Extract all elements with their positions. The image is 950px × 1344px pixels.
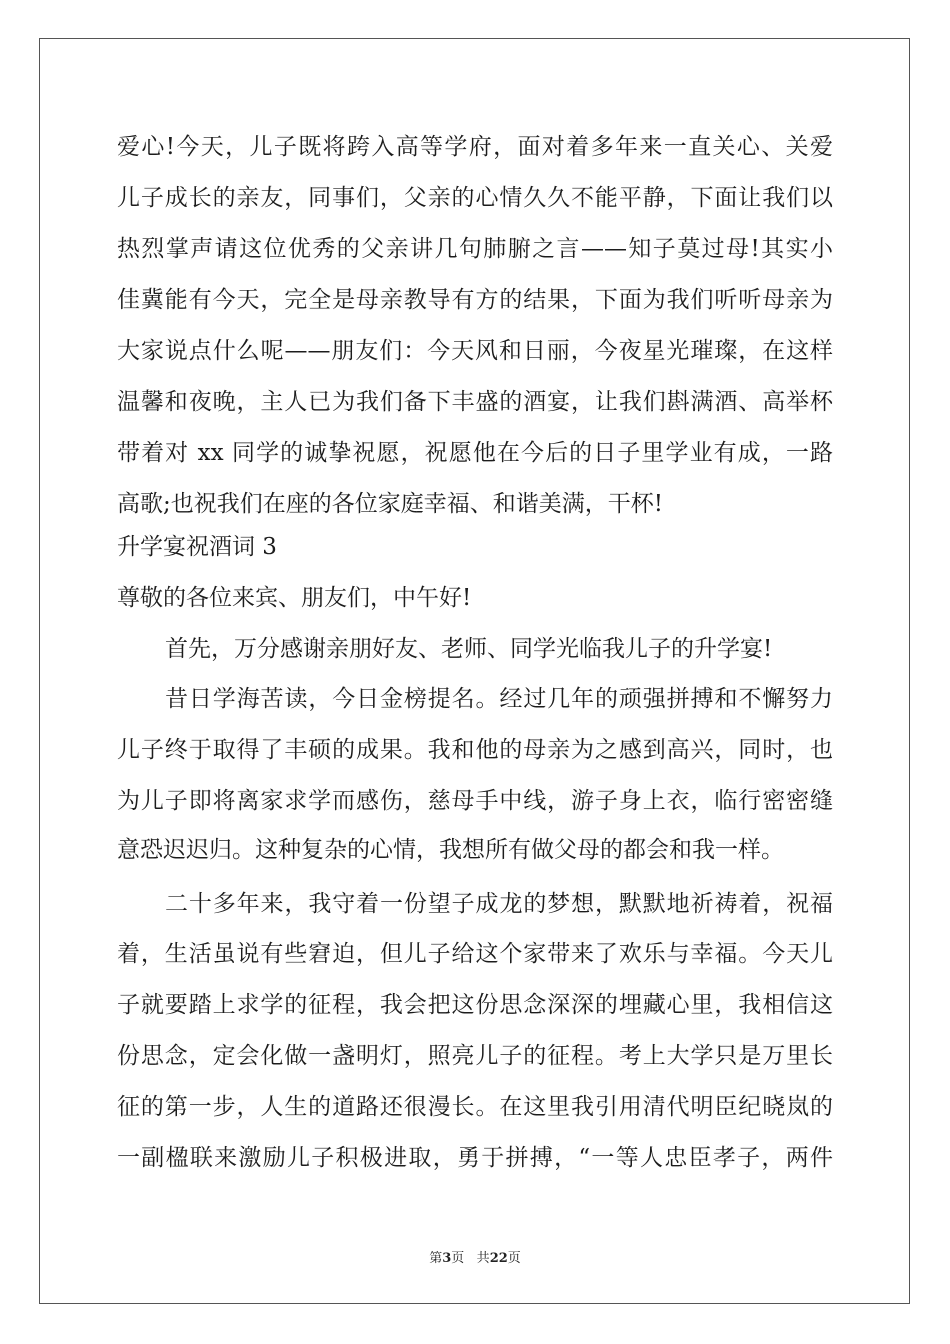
footer-total-unit: 页 [507,1251,521,1266]
footer-page-unit: 页 [451,1251,465,1266]
footer-prefix: 第 [429,1251,443,1266]
body-line: 一副楹联来激励儿子积极进取，勇于拼搏，“一等人忠臣孝子，两件 [117,1145,833,1171]
section-heading: 升学宴祝酒词 3 [117,534,277,560]
body-line: 征的第一步，人生的道路还很漫长。在这里我引用清代明臣纪晓岚的 [117,1094,833,1120]
body-line: 爱心!今天，儿子既将跨入高等学府，面对着多年来一直关心、关爱 [117,134,833,160]
body-line: 二十多年来，我守着一份望子成龙的梦想，默默地祈祷着，祝福 [165,891,833,917]
body-line: 儿子成长的亲友，同事们，父亲的心情久久不能平静，下面让我们以 [117,185,833,211]
body-line: 子就要踏上求学的征程，我会把这份思念深深的埋藏心里，我相信这 [117,992,833,1018]
current-page-number: 3 [442,1251,452,1266]
body-line: 份思念，定会化做一盏明灯，照亮儿子的征程。考上大学只是万里长 [117,1043,833,1069]
body-line: 着，生活虽说有些窘迫，但儿子给这个家带来了欢乐与幸福。今天儿 [117,941,833,967]
body-line: 首先，万分感谢亲朋好友、老师、同学光临我儿子的升学宴! [165,636,773,662]
body-line: 为儿子即将离家求学而感伤，慈母手中线，游子身上衣，临行密密缝 [117,788,833,814]
body-line: 儿子终于取得了丰硕的成果。我和他的母亲为之感到高兴，同时，也 [117,737,833,763]
footer-total-prefix: 共 [476,1251,490,1266]
body-line: 大家说点什么呢——朋友们：今天风和日丽，今夜星光璀璨，在这样 [117,338,833,364]
body-line: 昔日学海苦读，今日金榜提名。经过几年的顽强拼搏和不懈努力 [165,686,833,712]
page-footer [0,1247,950,1266]
body-line: 带着对 xx 同学的诚挚祝愿，祝愿他在今后的日子里学业有成，一路 [117,440,833,466]
total-page-number: 22 [489,1251,508,1266]
body-line: 高歌;也祝我们在座的各位家庭幸福、和谐美满，干杯! [117,491,663,517]
body-line: 意恐迟迟归。这种复杂的心情，我想所有做父母的都会和我一样。 [117,837,784,863]
body-line: 热烈掌声请这位优秀的父亲讲几句肺腑之言——知子莫过母!其实小 [117,236,833,262]
salutation: 尊敬的各位来宾、朋友们，中午好! [117,585,472,611]
body-line: 佳冀能有今天，完全是母亲教导有方的结果，下面为我们听听母亲为 [117,287,833,313]
body-line: 温馨和夜晚，主人已为我们备下丰盛的酒宴，让我们斟满酒、高举杯 [117,389,833,415]
